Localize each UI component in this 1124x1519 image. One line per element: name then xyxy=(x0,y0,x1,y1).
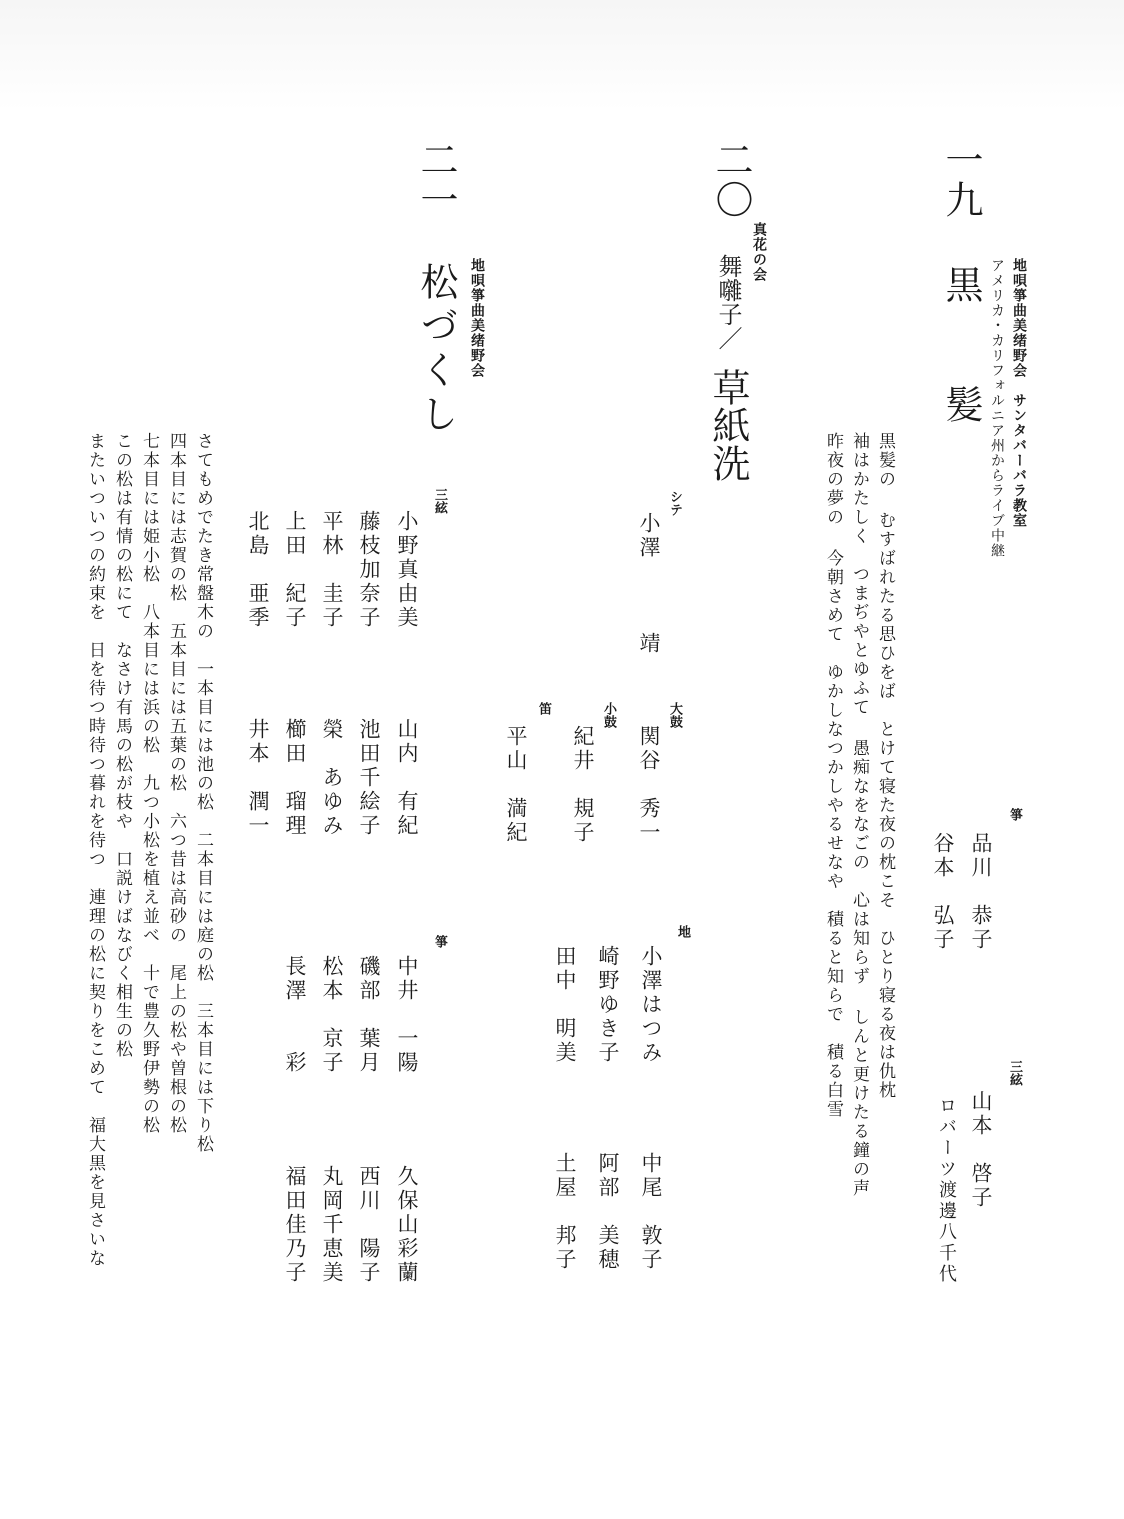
performer-name: 山本 啓子 xyxy=(969,1090,993,1210)
performer-name: 田中 明美 xyxy=(553,945,577,1065)
section-subtitle: 舞囃子／ xyxy=(714,254,742,350)
lyric-line: 袖はかたしく つまぢやとゆふて 愚痴なをなごの 心は知らず しんと更けたる鐘の声 xyxy=(849,432,869,1198)
organization-label: 地唄箏曲美绪野会 xyxy=(469,258,485,378)
lyric-line: 黒髪の むすばれたる思ひをば とけて寝た夜の枕こそ ひとり寝る夜は仇枕 xyxy=(875,432,895,1100)
performer-name: 北島 亜季 xyxy=(246,510,270,630)
role-label: 笛 xyxy=(536,702,551,715)
lyric-line: 昨夜の夢の 今朝さめて ゆかしなつかしやるせなや 積ると知らで 積る白雪 xyxy=(823,432,843,1119)
section-number: 二一 xyxy=(414,140,458,220)
performer-name: 西川 陽子 xyxy=(357,1165,381,1285)
organization-label: 真花の会 xyxy=(751,222,767,282)
performer-name: 丸岡千恵美 xyxy=(320,1165,344,1285)
lyric-line: さてもめでたき常盤木の 一本目には池の松 二本目には庭の松 三本目には下り松 xyxy=(193,432,213,1154)
performer-name: 紀井 規子 xyxy=(571,725,595,845)
performer-name: 阿部 美穂 xyxy=(596,1152,620,1272)
performer-name: 長澤 彩 xyxy=(283,955,307,1075)
performer-name: 井本 潤一 xyxy=(246,718,270,838)
section-title: 草紙洗 xyxy=(706,368,750,482)
performer-name: 池田千絵子 xyxy=(357,718,381,838)
performer-name: 平山 満紀 xyxy=(504,725,528,845)
role-label: 三絃 xyxy=(432,488,447,514)
section-title: 松づくし xyxy=(414,262,458,438)
performer-name: 榮 あゆみ xyxy=(320,718,344,838)
broadcast-note: アメリカ・カリフォルニア州からライブ中継 xyxy=(989,258,1005,558)
lyric-line: またいついつの約束を 日を待つ時待つ暮れを待つ 連理の松に契りをこめて 福大黒を見さいな xyxy=(85,432,105,1268)
performer-name: 品川 恭子 xyxy=(969,832,993,952)
lyric-line: 七本目には姫小松 八本目には浜の松 九つ小松を植え並べ 十で豊久野伊勢の松 xyxy=(139,432,159,1135)
performer-name: 磯部 葉月 xyxy=(357,955,381,1075)
performer-name: 谷本 弘子 xyxy=(931,832,955,952)
role-label: 地 xyxy=(675,925,690,938)
performer-name: 小澤はつみ xyxy=(639,945,663,1065)
lyric-line: 四本目には志賀の松 五本目には五葉の松 六つ昔は高砂の 尾上の松や曽根の松 xyxy=(166,432,186,1135)
performer-name: 山内 有紀 xyxy=(395,718,419,838)
performer-name: 土屋 邦子 xyxy=(553,1152,577,1272)
scan-top-shading xyxy=(0,0,1124,110)
performer-name: ロバーツ渡邊八千代 xyxy=(936,1096,957,1285)
section-title: 黒 髪 xyxy=(939,265,983,445)
performer-name: 中井 一陽 xyxy=(395,955,419,1075)
performer-name: 松本 京子 xyxy=(320,955,344,1075)
role-label: 大鼓 xyxy=(667,702,682,728)
role-label: 箏 xyxy=(432,935,447,948)
performer-name: 上田 紀子 xyxy=(283,510,307,630)
performer-name: 藤枝加奈子 xyxy=(357,510,381,630)
role-label: シテ xyxy=(667,490,682,516)
performer-name: 中尾 敦子 xyxy=(639,1152,663,1272)
section-number: 一九 xyxy=(939,140,983,220)
role-label: 三絃 xyxy=(1007,1060,1022,1086)
performer-name: 平林 圭子 xyxy=(320,510,344,630)
performer-name: 小澤 靖 xyxy=(637,512,661,656)
lyric-line: この松は有情の松にて なさけ有馬の松が枝や 口説けばなびく相生の松 xyxy=(112,432,132,1059)
role-label: 小鼓 xyxy=(601,702,616,728)
performer-name: 小野真由美 xyxy=(395,510,419,630)
performer-name: 関谷 秀一 xyxy=(637,725,661,845)
role-label: 箏 xyxy=(1007,808,1022,821)
performer-name: 櫛田 瑠理 xyxy=(283,718,307,838)
performer-name: 久保山彩蘭 xyxy=(395,1165,419,1285)
section-number: 二〇 xyxy=(709,140,753,220)
organization-label: 地唄箏曲美绪野会 サンタバーバラ教室 xyxy=(1011,258,1027,528)
performer-name: 福田佳乃子 xyxy=(283,1165,307,1285)
performer-name: 崎野ゆき子 xyxy=(596,945,620,1065)
